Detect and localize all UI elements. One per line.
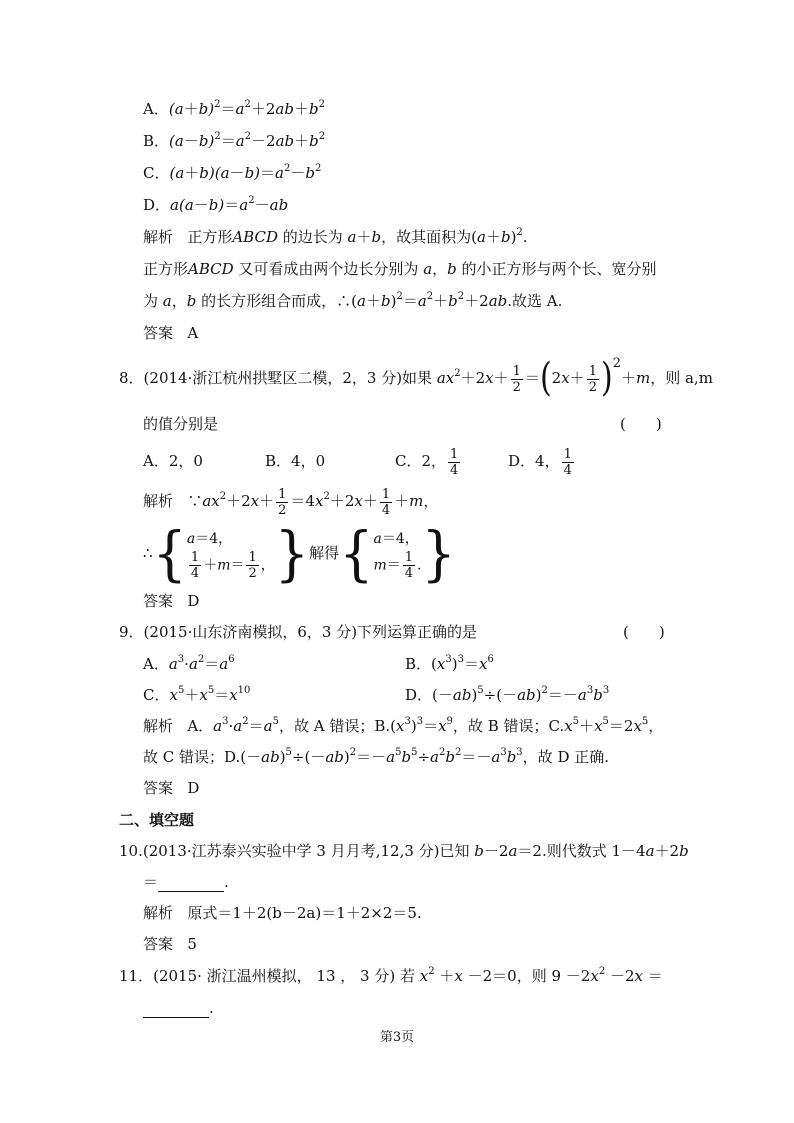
text: 8．(2014·浙江杭州拱墅区二模，2，3 分)如果 <box>119 369 437 387</box>
text: B．4，0 <box>265 452 326 470</box>
q9-option-b: B．$(x^3)^3=x^6$ <box>405 654 494 673</box>
option-label: B． <box>405 655 432 673</box>
text: 则代数式 <box>546 842 612 860</box>
text: ， <box>432 260 448 278</box>
q7-option-c: C．$(a+b)(a-b)=a^2-b^2$ <box>143 163 322 182</box>
fraction: $\frac{1}{2}$ <box>512 363 521 395</box>
page-number <box>0 1026 794 1045</box>
q8-stem-line-2 <box>143 414 218 434</box>
text: 故选 A. <box>512 292 563 310</box>
text: 9．(2015·山东济南模拟，6，3 分)下列运算正确的是 <box>119 623 478 641</box>
solution-label: 解析 <box>143 717 174 735</box>
text: 10.(2013·江苏泰兴实验中学 3 月月考,12,3 分)已知 <box>119 842 475 860</box>
text: ，故 B 错误；C. <box>452 717 565 735</box>
text: 故 C 错误；D. <box>143 748 241 766</box>
text: ( ) <box>620 415 662 433</box>
q10-answer <box>143 934 197 954</box>
text: ABCD <box>188 260 234 278</box>
answer-value: D <box>187 779 200 797</box>
text: 的值分别是 <box>143 415 219 433</box>
answer-blank[interactable] <box>158 875 224 892</box>
text: 的边长为 <box>277 228 348 246</box>
text: 11．(2015· 浙江温州模拟， 13 ， 3 分) 若 <box>119 967 420 985</box>
answer-value: A <box>187 324 199 342</box>
q8-option-d <box>508 444 576 478</box>
answer-label: 答案 <box>143 324 174 342</box>
q8-stem: 8．(2014·浙江杭州拱墅区二模，2，3 分)如果 $ax^2+2x+$ $\frac{1}{2}$ ＝(2x＋ $\frac{1}{2}$ )$^2$＋m，则 a,m <box>119 355 713 402</box>
text: A．2，0 <box>143 452 203 470</box>
q11-stem: 11．(2015· 浙江温州模拟， 13 ， 3 分) 若 $x^2 +x -2=0$，则 $9 -2x^2 -2x$ ＝ <box>119 966 663 985</box>
answer-blank[interactable] <box>143 1001 209 1018</box>
q8-solution-line-1: 解析 $\because ax^2+2x+$ $\frac{1}{2}$ $=4x^2+2x+$ $\frac{1}{4}$ ＋m， <box>143 486 439 518</box>
q7-solution-line-2: 正方形ABCD 又可看成由两个边长分别为 a，b 的小正方形与两个长、宽分别 <box>143 260 657 278</box>
q7-option-a: A．$(a+b)^2=a^2+2ab+b^2$ <box>143 99 325 118</box>
fraction: $\frac{1}{4}$ <box>450 446 459 478</box>
answer-value: D <box>187 592 200 610</box>
fraction: $\frac{1}{2}$ <box>588 363 597 395</box>
q10-solution <box>143 903 422 923</box>
text: 的长方形组合而成，∴ <box>196 292 352 310</box>
q8-option-c <box>395 444 462 478</box>
option-label: D． <box>405 686 433 704</box>
answer-value: 5 <box>187 935 197 953</box>
q8-option-b <box>265 451 325 471</box>
option-label: A． <box>143 655 169 673</box>
q7-option-d: D．$a(a-b)=a^2-ab$ <box>143 195 289 214</box>
text: ∴ <box>143 544 153 562</box>
q10-stem: 10.(2013·江苏泰兴实验中学 3 月月考,12,3 分)已知 b－2a＝2.则代数式 1－4a＋2b <box>119 842 689 860</box>
fraction: $\frac{1}{4}$ <box>563 446 572 478</box>
text: 正方形 <box>143 260 189 278</box>
q7-answer <box>143 323 198 343</box>
q7-solution-line-1: 解析 正方形ABCD 的边长为 a＋b，故其面积为$(a+b)^2$. <box>143 227 528 246</box>
answer-label: 答案 <box>143 592 174 610</box>
text: 又可看成由两个边长分别为 <box>233 260 424 278</box>
option-label: B． <box>143 132 170 150</box>
text: 原式＝1＋2(b－2a)＝1＋2×2＝5. <box>187 904 422 922</box>
text: A． <box>187 717 214 735</box>
q7-option-b: B．$(a-b)^2=a^2-2ab+b^2$ <box>143 131 326 150</box>
q9-option-d: D．$(-ab)^5\div(-ab)^2=-a^3b^3$ <box>405 685 610 704</box>
q9-answer <box>143 778 199 798</box>
text: ， <box>171 292 187 310</box>
section-heading <box>119 810 194 830</box>
text: D．4， <box>508 452 560 470</box>
q8-option-a <box>143 451 203 471</box>
text: ＝ <box>143 873 159 891</box>
text: 解得 <box>309 544 340 562</box>
q8-answer-bracket <box>620 414 662 434</box>
text: ，则 a,m <box>650 369 713 387</box>
solution-label: 解析 <box>143 228 174 246</box>
text: 正方形 <box>187 228 233 246</box>
q10-stem-line-2: ＝ . <box>143 873 229 891</box>
q9-answer-bracket <box>623 622 665 642</box>
equation-system: a＝4， $\frac{1}{4}$ ＋m＝ $\frac{1}{2}$ ， <box>186 530 275 581</box>
q9-solution-line-2: 故 C 错误；$D.(-ab)^5\div(-ab)^2=-a^5b^5\div a^2b^2=-a^3b^3$，故 D 正确. <box>143 747 610 766</box>
text: 第3页 <box>379 1030 415 1045</box>
q9-stem <box>119 622 477 642</box>
fraction: $\frac{1}{4}$ <box>381 486 391 518</box>
text: 为 <box>143 292 163 310</box>
q8-answer <box>143 591 199 611</box>
solution-label: 解析 <box>143 904 174 922</box>
text: ，故 A 错误；B. <box>278 717 391 735</box>
text: C．2， <box>395 452 447 470</box>
q11-stem-line-2: . <box>143 998 214 1018</box>
answer-label: 答案 <box>143 779 174 797</box>
q9-solution-line-1: 解析 A．$a^3\cdot a^2=a^5$，故 A 错误；$B.(x^3)^3=x^9$，故 B 错误；$C.x^5+x^5=2x^5$， <box>143 716 664 735</box>
option-label: C． <box>143 686 170 704</box>
equation-system: a＝4， m＝ $\frac{1}{4}$ . <box>373 530 422 581</box>
option-label: D． <box>143 196 171 214</box>
text: ， <box>648 717 664 735</box>
q9-option-c: C．$x^5+x^5=x^{10}$ <box>143 685 251 704</box>
q9-option-a: A．$a^3\cdot a^2=a^6$ <box>143 654 235 673</box>
text: ，故其面积为 <box>381 228 472 246</box>
text: ABCD <box>232 228 278 246</box>
text: 二、填空题 <box>119 811 195 829</box>
q8-solution-system: ∴{ a＝4， $\frac{1}{4}$ ＋m＝ $\frac{1}{2}$ ， }解得{ a＝4， m＝ $\frac{1}{4}$ . } <box>143 518 456 589</box>
option-label: C． <box>143 164 170 182</box>
text: 的小正方形与两个长、宽分别 <box>456 260 657 278</box>
answer-label: 答案 <box>143 935 174 953</box>
text: ，故 D 正确. <box>522 748 610 766</box>
text: ，则 <box>516 967 552 985</box>
q7-solution-line-3: 为 a，b 的长方形组合而成，$\therefore(a+b)^2=a^2+b^2+2ab$.故选 A. <box>143 291 563 310</box>
option-label: A． <box>143 100 169 118</box>
solution-label: 解析 <box>143 492 174 510</box>
fraction: $\frac{1}{2}$ <box>278 486 287 518</box>
text: ( ) <box>623 623 665 641</box>
